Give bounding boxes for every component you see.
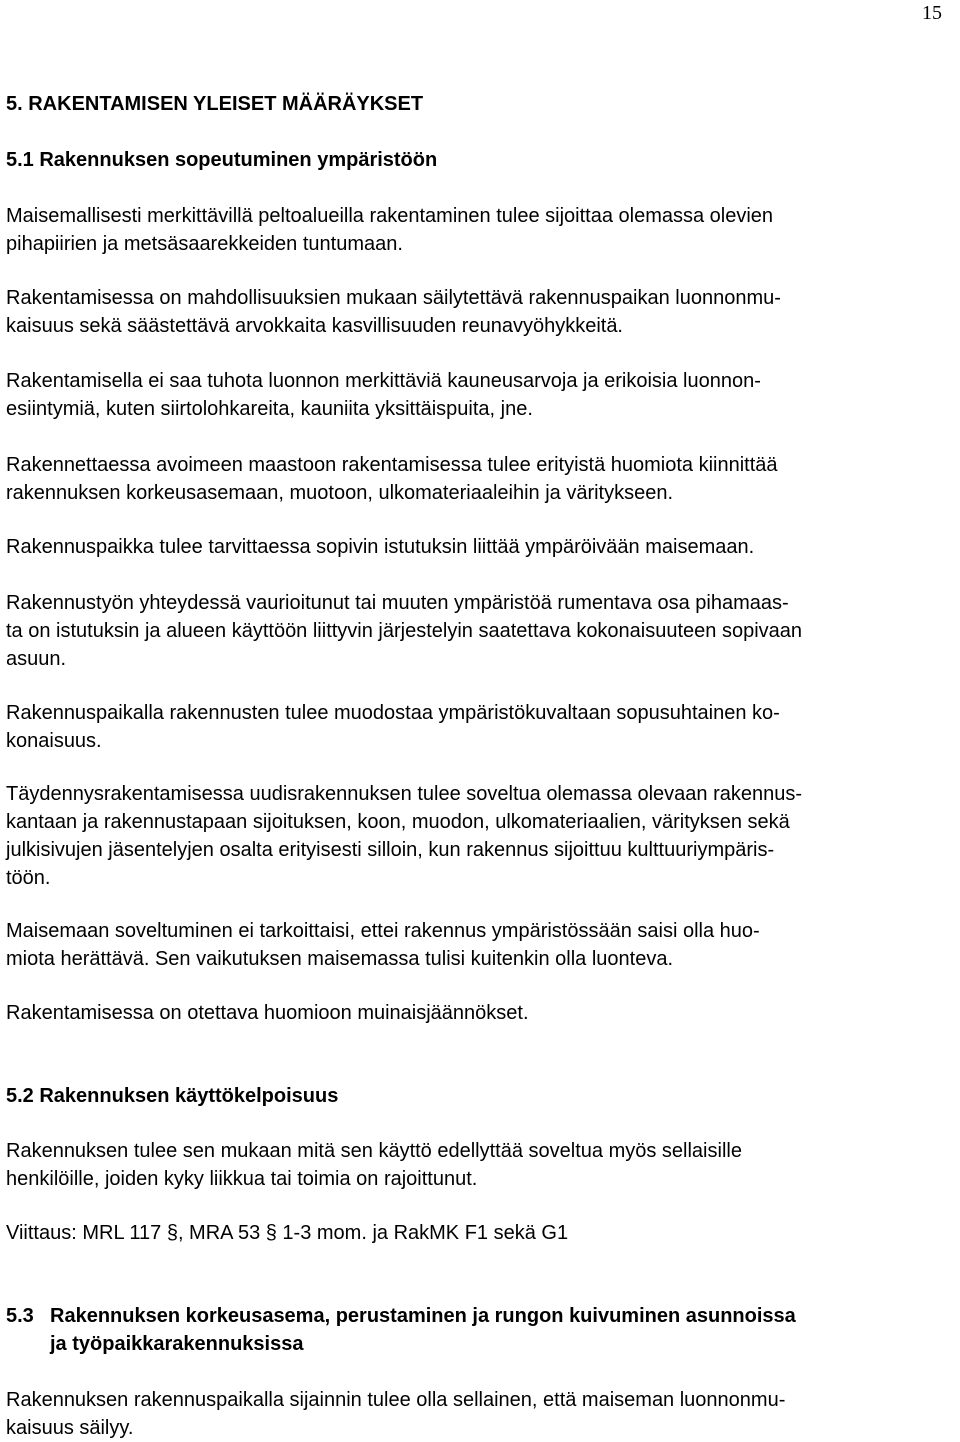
text-line: kaisuus säilyy. xyxy=(6,1417,134,1439)
text-line: pihapiirien ja metsäsaarekkeiden tuntumaan. xyxy=(6,233,403,255)
heading-section-5-1: 5.1 Rakennuksen sopeutuminen ympäristöön xyxy=(6,149,438,171)
text-line: Rakentamisessa on mahdollisuuksien mukaan säilytettävä rakennuspaikan luonnonmu- xyxy=(6,287,781,309)
text-line: kantaan ja rakennustapaan sijoituksen, koon, muodon, ulkomateriaalien, värityksen sekä xyxy=(6,811,790,833)
paragraph-5-1-6 xyxy=(6,589,956,673)
text-line: henkilöille, joiden kyky liikkua tai toimia on rajoittunut. xyxy=(6,1168,478,1190)
text-line: asuun. xyxy=(6,648,67,670)
text-line: Rakennuspaikka tulee tarvittaessa sopivin istutuksin liittää ympäröivään maisemaan. xyxy=(6,536,755,558)
text-line: Rakennuspaikalla rakennusten tulee muodostaa ympäristökuvaltaan sopusuhtainen ko- xyxy=(6,702,780,724)
text-line: Täydennysrakentamisessa uudisrakennuksen tulee soveltua olemassa olevaan rakennus- xyxy=(6,783,803,805)
paragraph-5-1-4 xyxy=(6,451,956,507)
text-line: Rakennettaessa avoimeen maastoon rakentamisessa tulee erityistä huomiota kiinnittää xyxy=(6,454,778,476)
text-line: konaisuus. xyxy=(6,730,102,752)
text-line: Maisemaan soveltuminen ei tarkoittaisi, ettei rakennus ympäristössään saisi olla huo- xyxy=(6,920,760,942)
heading-section-5-2: 5.2 Rakennuksen käyttökelpoisuus xyxy=(6,1085,339,1107)
heading-number: 5.3 xyxy=(6,1305,34,1327)
text-line: ta on istutuksin ja alueen käyttöön liittyvin järjestelyin saatettava kokonaisuuteen sopivaan xyxy=(6,620,803,642)
text-line: töön. xyxy=(6,867,51,889)
paragraph-5-3-1 xyxy=(6,1386,956,1442)
heading-line: Rakennuksen korkeusasema, perustaminen ja rungon kuivuminen asunnoissa xyxy=(50,1305,796,1327)
paragraph-5-1-7 xyxy=(6,699,956,755)
text-line: Rakentamisella ei saa tuhota luonnon merkittäviä kauneusarvoja ja erikoisia luonnon- xyxy=(6,370,761,392)
page-number: 15 xyxy=(922,2,942,24)
heading-line: ja työpaikkarakennuksissa xyxy=(50,1333,304,1355)
text-line: Rakennuksen tulee sen mukaan mitä sen käyttö edellyttää soveltua myös sellaisille xyxy=(6,1140,742,1162)
text-line: rakennuksen korkeusasemaan, muotoon, ulkomateriaaleihin ja väritykseen. xyxy=(6,482,674,504)
text-line: kaisuus sekä säästettävä arvokkaita kasvillisuuden reunavyöhykkeitä. xyxy=(6,315,623,337)
paragraph-5-1-9 xyxy=(6,917,956,973)
paragraph-5-1-10 xyxy=(6,999,956,1027)
paragraph-5-1-5 xyxy=(6,533,956,561)
paragraph-5-2-1 xyxy=(6,1137,956,1193)
text-line: Viittaus: MRL 117 §, MRA 53 § 1-3 mom. ja RakMK F1 sekä G1 xyxy=(6,1222,569,1244)
heading-section-5: 5. RAKENTAMISEN YLEISET MÄÄRÄYKSET xyxy=(6,93,424,115)
text-line: Rakennuksen rakennuspaikalla sijainnin tulee olla sellainen, että maiseman luonnonmu- xyxy=(6,1389,786,1411)
text-line: esiintymiä, kuten siirtolohkareita, kauniita yksittäispuita, jne. xyxy=(6,398,533,420)
text-line: Rakennustyön yhteydessä vaurioitunut tai muuten ympäristöä rumentava osa pihamaas- xyxy=(6,592,789,614)
text-line: miota herättävä. Sen vaikutuksen maisemassa tulisi kuitenkin olla luonteva. xyxy=(6,948,674,970)
paragraph-5-1-3 xyxy=(6,367,956,423)
text-line: julkisivujen jäsentelyjen osalta erityisesti silloin, kun rakennus sijoittuu kulttuuriympäris- xyxy=(6,839,775,861)
reference-line xyxy=(6,1219,956,1247)
paragraph-5-1-2 xyxy=(6,284,956,340)
text-line: Rakentamisessa on otettava huomioon muinaisjäännökset. xyxy=(6,1002,529,1024)
text-line: Maisemallisesti merkittävillä peltoalueilla rakentaminen tulee sijoittaa olemassa olevien xyxy=(6,205,774,227)
paragraph-5-1-8 xyxy=(6,780,956,892)
heading-section-5-3 xyxy=(6,1302,796,1358)
paragraph-5-1-1 xyxy=(6,202,956,258)
